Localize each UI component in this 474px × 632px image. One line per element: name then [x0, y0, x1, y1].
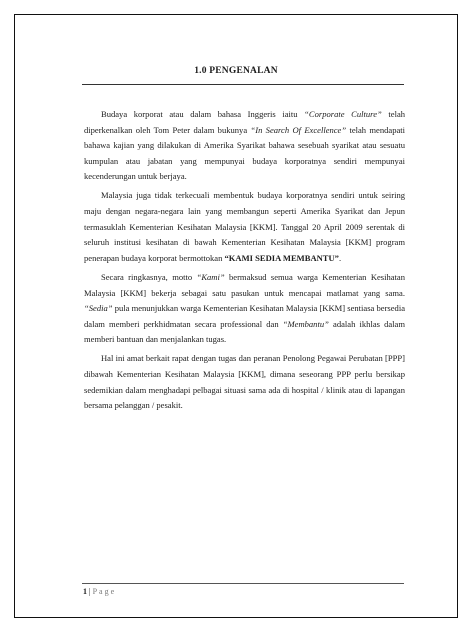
page-number: 1 — [83, 587, 87, 596]
quoted-term-sedia: “Sedia” — [84, 303, 113, 314]
text-segment: telah mendapati bahawa kajian yang dilakukan di Amerika Syarikat bahawa sesebuah syarikat atau sesuatu kumpulan atau jabatan yang mempunyai budaya korporatnya sendiri mempunyai kecenderungan untuk berjaya. — [84, 124, 406, 182]
footer-separator: | — [89, 587, 91, 596]
text-segment: bermaksud semua warga Kementerian Kesihatan Malaysia [KKM] bekerja sebagai satu pasukan untuk mencapai matlamat yang sama. — [84, 271, 405, 298]
footer-divider — [82, 583, 404, 584]
quoted-term-membantu: “Membantu” — [282, 318, 329, 329]
paragraph-3 — [84, 270, 405, 348]
section-title: 1.0 PENGENALAN — [194, 66, 278, 76]
quoted-book-title: “In Search Of Excellence” — [250, 124, 347, 135]
document-body — [84, 107, 405, 417]
paragraph-1 — [84, 107, 405, 185]
quoted-term-corporate-culture: “Corporate Culture” — [304, 109, 382, 119]
page-label: Page — [92, 587, 117, 596]
text-segment: telah diperkenalkan oleh Tom Peter dalam bukunya — [84, 109, 406, 135]
quoted-term-kami: “Kami” — [196, 271, 225, 282]
motto-text: “KAMI SEDIA MEMBANTU” — [224, 252, 339, 263]
paragraph-4 — [84, 351, 405, 413]
text-segment: Budaya korporat atau dalam bahasa Inggeris iaitu — [101, 109, 305, 119]
text-segment: Hal ini amat berkait rapat dengan tugas dan peranan Penolong Pegawai Perubatan [PPP] dibawah Kementerian Kesihatan Malaysia [KKM], dimana seseorang PPP perlu bersikap sedemikian dalam menghadapi pelbagai situasi sama ada di hospital / klinik atau di lapangan bersama pelanggan / pesakit. — [84, 353, 405, 411]
title-divider — [82, 84, 404, 85]
paragraph-2 — [84, 188, 405, 266]
text-segment: Secara ringkasnya, motto — [101, 271, 197, 282]
page-footer — [83, 587, 116, 596]
text-segment: pula menunjukkan warga Kementerian Kesihatan Malaysia [KKM] sentiasa bersedia dalam memberi perkhidmatan secara professional dan — [84, 303, 405, 329]
text-segment: Malaysia juga tidak terkecuali membentuk budaya korporatnya sendiri untuk seiring maju dengan negara-negara lain yang membangun seperti Amerika Syarikat dan Jepun termasuklah Kementerian Kesihatan Malaysia [KKM]. Tanggal 20 April 2009 serentak di seluruh institusi kesihatan di bawah Kementerian Kesihatan Malaysia [KKM] program penerapan budaya korporat bermottokan — [84, 190, 405, 263]
text-segment: adalah ikhlas dalam memberi bantuan dan menjalankan tugas. — [84, 318, 405, 345]
document-page — [14, 14, 458, 618]
text-segment: . — [338, 252, 342, 263]
